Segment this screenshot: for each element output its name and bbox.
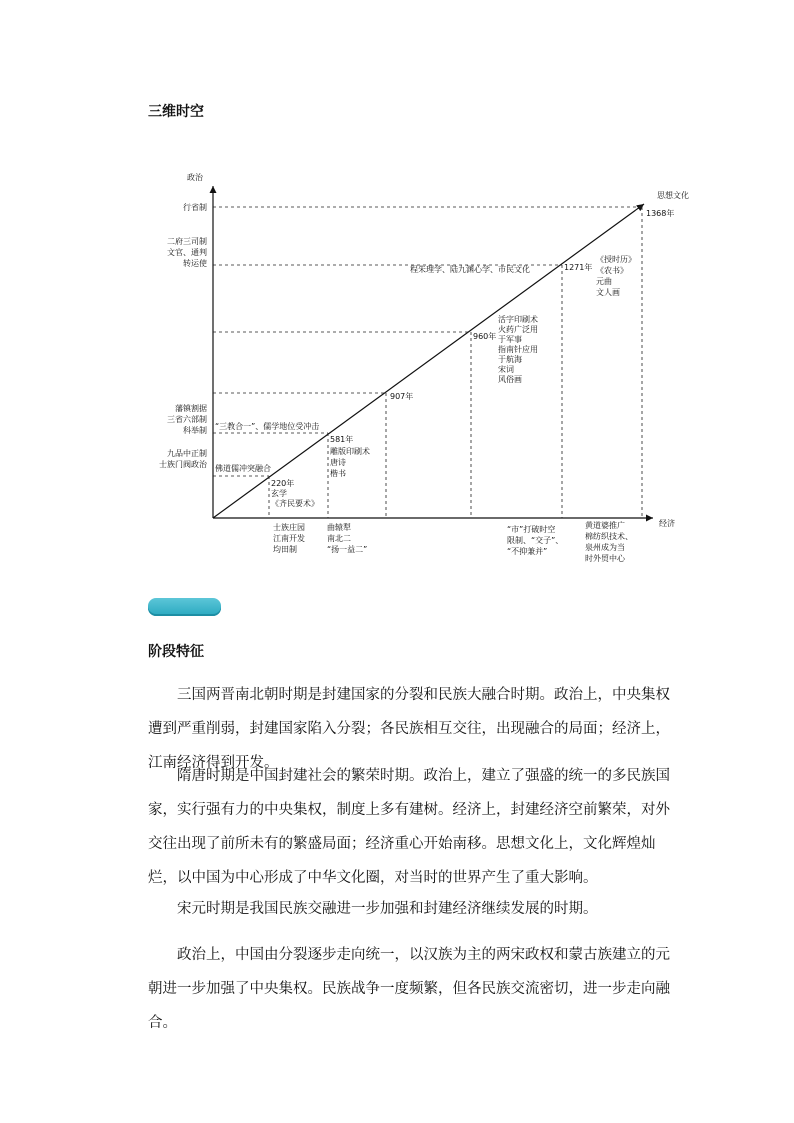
politics-label: 文官、通判 [167,248,207,257]
economy-label: 南北二 [327,534,351,543]
politics-label: 转运使 [183,259,207,268]
economy-label: 江南开发 [273,534,305,543]
politics-label: 士族门阀政治 [159,460,207,469]
period-note: 《农书》 [596,266,628,275]
section-pill-decoration [148,598,221,616]
period-note: 玄学 [271,489,287,498]
economy-label: “不抑兼并” [507,547,548,556]
year-label: 1368年 [646,209,675,218]
economy-label: 泉州成为当 [585,543,625,552]
paragraph: 宋元时期是我国民族交融进一步加强和封建经济继续发展的时期。 [177,901,598,917]
politics-label: 行省制 [183,203,207,212]
culture-label: 程朱理学、陆九渊心学、市民文化 [410,265,530,274]
economy-label: 均田制 [273,545,297,554]
axis-y-label: 政治 [187,173,203,182]
economy-label: 棉纺织技术、 [585,532,633,541]
politics-label: 二府三司制 [167,237,207,246]
period-note: 风俗画 [498,375,522,384]
period-note: 指南针应用 [498,345,538,354]
period-note: 元曲 [596,277,612,286]
economy-label: “扬一益二” [327,545,368,554]
economy-label: 士族庄园 [273,523,305,532]
politics-label: 九品中正制 [167,449,207,458]
economy-label: 曲辕犁 [327,523,351,532]
diagonal-axis [213,204,644,518]
period-note: 文人画 [596,288,620,297]
period-note: 唐诗 [330,458,346,467]
period-note: 宋词 [498,365,514,374]
period-note: 于航海 [498,355,522,364]
politics-label: 三省六部制 [167,415,207,424]
year-label: 907年 [390,392,414,401]
period-note: 《齐民要术》 [271,499,319,508]
politics-label: 藩镇割据 [175,404,207,413]
year-label: 960年 [473,332,497,341]
period-note: 雕版印刷术 [330,447,370,456]
culture-label: “三教合一”、儒学地位受冲击 [215,422,320,431]
paragraph: 政治上，中国由分裂逐步走向统一，以汉族为主的两宋政权和蒙古族建立的元朝进一步加强了中央集权。民族战争一度频繁，但各民族交流密切，进一步走向融合。 [148,947,670,1031]
axis-diagonal-label: 思想文化 [657,191,689,200]
period-note: 《授时历》 [596,255,636,264]
section-title: 三维时空 [148,104,204,120]
paragraph: 隋唐时期是中国封建社会的繁荣时期。政治上，建立了强盛的统一的多民族国家，实行强有力的中央集权，制度上多有建树。经济上，封建经济空前繁荣，对外交往出现了前所未有的繁盛局面；经济重心开始南移。思想文化上，文化辉煌灿烂，以中国为中心形成了中华文化圈，对当时的世界产生了重大影响。 [148,768,670,886]
culture-label: 佛道儒冲突融合 [215,464,271,473]
period-note: 活字印刷术 [498,315,538,324]
economy-label: 时外贸中心 [585,554,625,563]
period-note: 楷书 [330,469,346,478]
period-note: 火药广泛用 [498,325,538,334]
stage-title: 阶段特征 [148,644,204,660]
economy-label: “市”打破时空 [507,525,556,534]
year-label: 581年 [330,435,354,444]
period-note: 于军事 [498,335,522,344]
paragraph: 三国两晋南北朝时期是封建国家的分裂和民族大融合时期。政治上，中央集权遭到严重削弱，封建国家陷入分裂；各民族相互交往，出现融合的局面；经济上，江南经济得到开发。 [148,687,670,771]
economy-label: 限制、“交子”、 [507,536,564,545]
economy-label: 黄道婆推广 [585,521,625,530]
year-label: 220年 [271,479,295,488]
axis-x-label: 经济 [659,519,675,528]
politics-label: 科举制 [183,426,207,435]
year-label: 1271年 [564,263,593,272]
